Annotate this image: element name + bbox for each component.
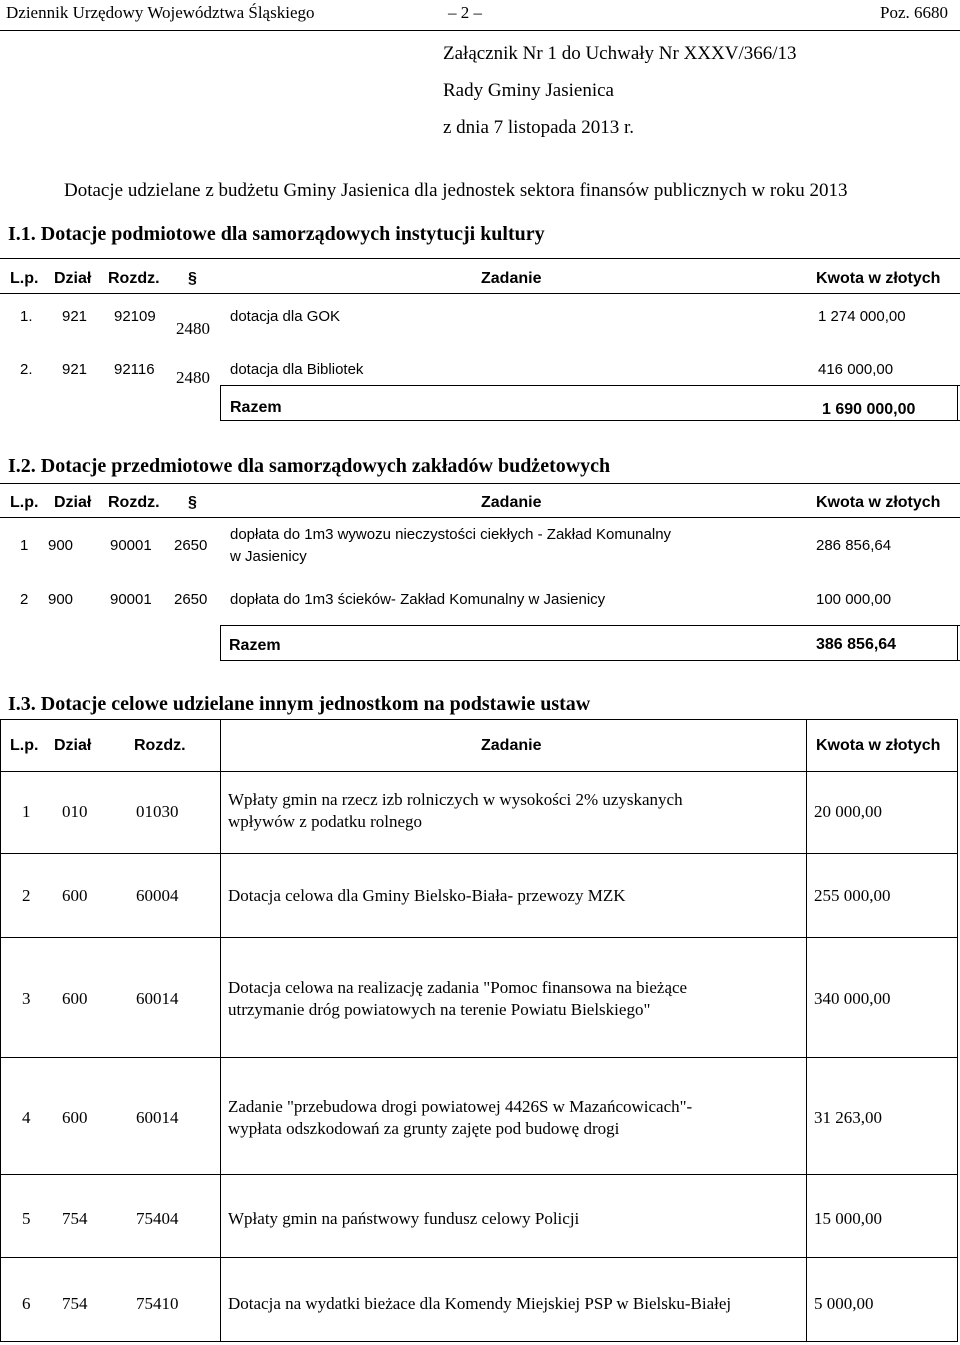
position-number: Poz. 6680 [880,3,948,22]
col-paragraph: § [188,494,197,511]
section-2-total-label: Razem [229,637,281,654]
col-zadanie: Zadanie [481,494,542,511]
attachment-line-3: z dnia 7 listopada 2013 r. [443,117,635,138]
section-2-total: 386 856,64 [816,636,897,653]
col-kwota: Kwota w złotych [816,494,941,511]
section-2-title: I.2. Dotacje przedmiotowe dla samorządowych zakładów budżetowych [8,455,611,477]
col-paragraph: § [188,270,197,287]
document-page: Dziennik Urzędowy Województwa Śląskiego – 2 – Poz. 6680 Załącznik Nr 1 do Uchwały Nr XXXV/366/13 Rady Gminy Jasienica z dnia 7 listopada 2013 r. Dotacje udzielane z budżetu Gminy Jasienica dla jednostek sektora finansów publicznych w roku 2013 I.1. Dotacje podmiotowe dla samorządowych instytucji kultury L.p. Dział Rozdz. § Zadanie Kwota w złotych 1. 921 92109 2480 dotacja dla GOK 1 274 000,00 2. 921 92116 2480 dotacja dla Bibliotek 416 000,00 Razem 1 690 000,00 I.2. Dotacje przedmiotowe dla samorządowych zakładów budżetowych L.p. Dział Rozdz. § Zadanie Kwota w złotych 1 900 90001 2650 dopłata do 1m3 wywozu nieczystości ciekłych - Zakład Komunalny w Jasienicy 286 856,64 2 900 90001 2650 dopłata do 1m3 ścieków- Zakład Komunalny w Jasienicy 100 000,00 Razem 386 856,64 I.3. Dotacje celowe udzielane innym jednostkom na podstawie ustaw L.p. Dział Rozdz. Zadanie Kwota w złotych 1 010 01030 Wpłaty gmin na rzecz izb rolniczych w wysokości 2% uzyskanych wpływów z podatku rolnego 20 000,00 2 600 60004 Dotacja celowa dla Gminy Bielsko-Biała- przewozy MZK 255 000,00 3 600 60014 Dotacja celowa na realizację zadania "Pomoc finansowa na bieżące utrzymanie dróg powiatowych na terenie Powiatu Bielskiego" 340 000,00 4 600 60014 Zadanie "przebudowa drogi powiatowej 4426S w Mazańcowicach"- wypłata odszkodowań za grunty zajęte pod budowę drogi 31 263,00 5 754 75404 Wpłaty gmin na państwowy fundusz celowy Policji 15 000,00 6 754 75410 Dotacja na wydatki bieżace dla Komendy Miejskiej PSP w Bielsku-Białej 5 000,00 [0,0,960,1345]
document-title: Dotacje udzielane z budżetu Gminy Jasienica dla jednostek sektora finansów publicznych w roku 2013 [64,180,848,201]
col-lp: L.p. [10,270,39,287]
page-header [0,0,960,31]
col-rozdz: Rozdz. [108,494,160,511]
col-rozdz: Rozdz. [108,270,160,287]
section-1-title: I.1. Dotacje podmiotowe dla samorządowych instytucji kultury [8,223,545,245]
col-zadanie: Zadanie [481,270,542,287]
col-dzial: Dział [54,270,92,287]
col-kwota: Kwota w złotych [816,737,941,754]
section-1-total-label: Razem [230,399,282,416]
page-number: – 2 – [448,3,482,22]
section-1-total: 1 690 000,00 [822,401,916,418]
journal-name: Dziennik Urzędowy Województwa Śląskiego [6,3,315,22]
section-3-title: I.3. Dotacje celowe udzielane innym jednostkom na podstawie ustaw [8,693,591,715]
col-rozdz: Rozdz. [134,737,186,754]
col-kwota: Kwota w złotych [816,270,941,287]
col-lp: L.p. [10,737,39,754]
attachment-line-1: Załącznik Nr 1 do Uchwały Nr XXXV/366/13 [443,43,797,64]
attachment-line-2: Rady Gminy Jasienica [443,80,614,101]
col-zadanie: Zadanie [481,737,542,754]
col-dzial: Dział [54,737,92,754]
col-dzial: Dział [54,494,92,511]
col-lp: L.p. [10,494,39,511]
